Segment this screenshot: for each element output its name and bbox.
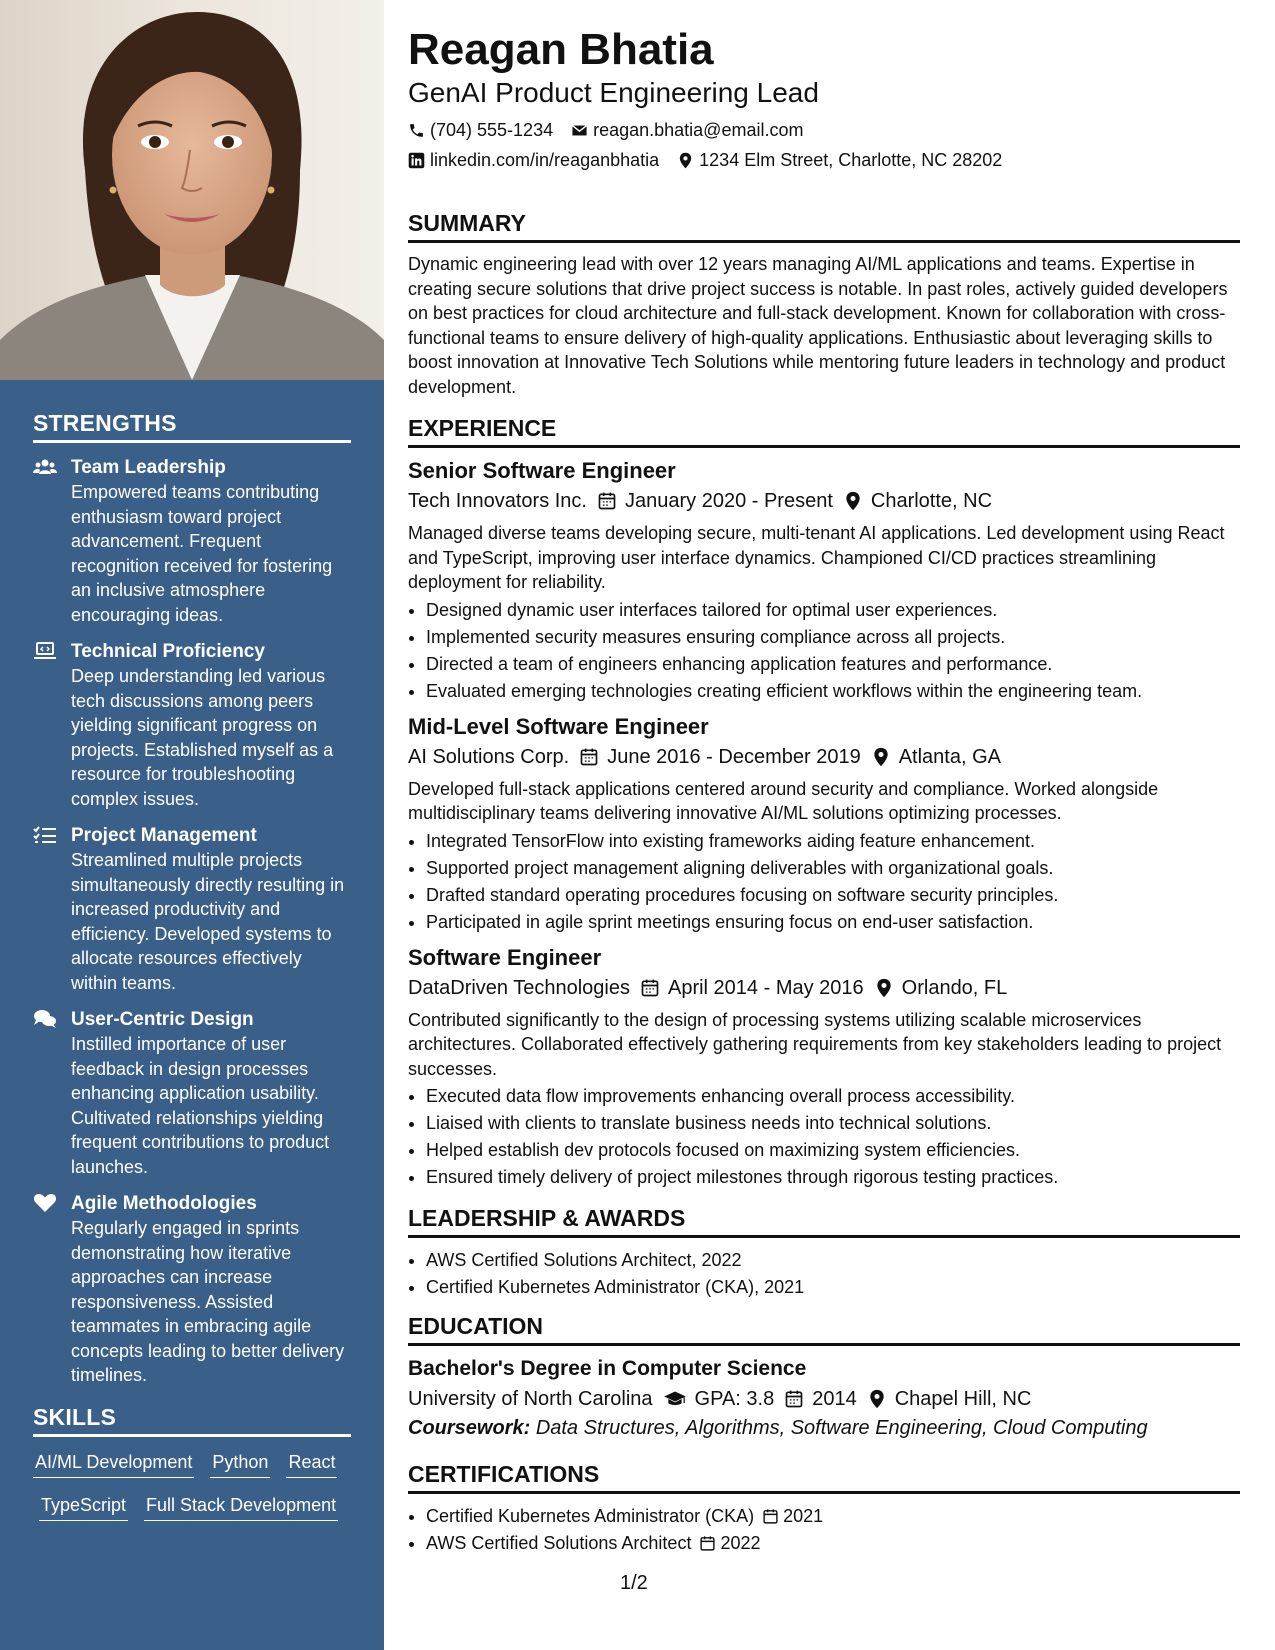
envelope-icon: [571, 122, 588, 139]
cert-name: • AWS Certified Solutions Architect: [426, 1533, 692, 1553]
candidate-role: GenAI Product Engineering Lead: [408, 77, 819, 108]
sidebar-content: [33, 410, 351, 1521]
school-name: University of North Carolina: [408, 1388, 653, 1410]
page-number: 1/2: [620, 1572, 648, 1594]
coursework: [408, 1413, 1240, 1443]
job-meta: [408, 974, 1240, 1002]
job-title: Senior Software Engineer: [408, 458, 676, 483]
bullet-item: • Executed data flow improvements enhancing overall process accessibility.: [426, 1083, 1240, 1110]
cert-name: • Certified Kubernetes Administrator (CKA): [426, 1506, 755, 1526]
strength-item: [33, 823, 351, 995]
awards-list: [408, 1247, 1240, 1301]
skill-tag: AI/ML Development: [33, 1449, 194, 1478]
cert-item: [426, 1503, 1240, 1530]
map-pin-icon: [874, 978, 894, 998]
skill-tag: Python: [210, 1449, 270, 1478]
strength-desc: Regularly engaged in sprints demonstrating how iterative approaches can increase responsiveness. Assisted teammates in embracing agile concepts leading to better delivery timelines.: [71, 1218, 345, 1385]
cert-year: 2022: [720, 1533, 761, 1553]
calendar-icon: [762, 1508, 779, 1525]
award-item: • AWS Certified Solutions Architect, 2022: [426, 1247, 1240, 1274]
strength-title: Technical Proficiency: [71, 641, 265, 662]
company-name: DataDriven Technologies: [408, 976, 630, 999]
strength-desc: Deep understanding led various tech discussions among peers yielding significant progress on projects. Established myself as a resource for troubleshooting complex issues.: [71, 666, 334, 809]
bullet-item: • Supported project management aligning deliverables with organizational goals.: [426, 855, 1240, 882]
certifications-list: [408, 1503, 1240, 1557]
strength-desc: Streamlined multiple projects simultaneously directly resulting in increased productivity and efficiency. Developed systems to allocate resources effectively within teams.: [71, 850, 345, 993]
bullet-item: • Ensured timely delivery of project milestones through rigorous testing practices.: [426, 1164, 1240, 1191]
job-dates: [640, 974, 864, 1002]
strength-title: User-Centric Design: [71, 1009, 254, 1030]
linkedin-contact[interactable]: [408, 148, 659, 172]
job-bullets: [408, 1083, 1240, 1191]
location-text: Charlotte, NC: [870, 490, 993, 512]
cert-item: [426, 1530, 1240, 1557]
job-dates: [597, 487, 833, 515]
contact-row: [408, 148, 1240, 172]
company-name: Tech Innovators Inc.: [408, 490, 587, 512]
calendar-icon: [597, 491, 617, 511]
candidate-name: Reagan Bhatia: [408, 25, 714, 74]
strength-title: Team Leadership: [71, 457, 226, 478]
job-desc: Managed diverse teams developing secure, multi-tenant AI applications. Led development using React and TypeScript, improving user interface dynamics. Championed CI/CD practices streamlining deployment for reliability.: [408, 523, 1225, 592]
summary-text: Dynamic engineering lead with over 12 years managing AI/ML applications and teams. Expertise in creating secure solutions that drive project success is notable. In past roles, actively guided developers on best practices for cloud architecture and full-stack development. Known for collaboration with cross-functional teams to ensure delivery of high-quality applications. Enthusiastic about leveraging skills to boost innovation at Innovative Tech Solutions while mentoring future leaders in technology and product development.: [408, 254, 1228, 397]
year-text: 2014: [812, 1388, 857, 1410]
bullet-item: • Designed dynamic user interfaces tailored for optimal user experiences.: [426, 597, 1240, 624]
coursework-label: Coursework:: [408, 1417, 531, 1439]
degree-title: Bachelor's Degree in Computer Science: [408, 1357, 807, 1380]
skill-tag: TypeScript: [39, 1492, 128, 1521]
email-contact[interactable]: [571, 118, 803, 142]
strength-item: [33, 455, 351, 627]
location-text: Orlando, FL: [901, 976, 1008, 999]
summary-heading: SUMMARY: [408, 210, 1240, 243]
gpa: [663, 1385, 775, 1413]
job-bullets: [408, 597, 1240, 705]
strengths-heading: STRENGTHS: [33, 410, 351, 443]
phone-text: (704) 555-1234: [430, 120, 554, 140]
calendar-icon: [784, 1389, 804, 1409]
calendar-icon: [699, 1535, 716, 1552]
map-pin-icon: [871, 747, 891, 767]
calendar-icon: [579, 747, 599, 767]
skill-tag: Full Stack Development: [144, 1492, 338, 1521]
dates-text: June 2016 - December 2019: [607, 745, 861, 768]
strength-title: Project Management: [71, 825, 257, 846]
map-pin-icon: [677, 152, 694, 169]
phone-icon: [408, 122, 425, 139]
job-meta: [408, 743, 1240, 771]
job-title: Software Engineer: [408, 944, 602, 970]
award-item: • Certified Kubernetes Administrator (CKA), 2021: [426, 1274, 1240, 1301]
strength-item: [33, 1191, 351, 1388]
strength-desc: Empowered teams contributing enthusiasm toward project advancement. Frequent recognition received for fostering an inclusive atmosphere encouraging ideas.: [71, 482, 333, 625]
bullet-item: • Evaluated emerging technologies creating efficient workflows within the engineering team.: [426, 678, 1240, 705]
strength-item: [33, 639, 351, 811]
bullet-item: • Drafted standard operating procedures focusing on software security principles.: [426, 882, 1240, 909]
map-pin-icon: [867, 1389, 887, 1409]
bullet-item: • Liaised with clients to translate business needs into technical solutions.: [426, 1110, 1240, 1137]
bullet-item: • Participated in agile sprint meetings ensuring focus on end-user satisfaction.: [426, 909, 1240, 936]
linkedin-icon: [408, 152, 425, 169]
dates-text: January 2020 - Present: [624, 490, 833, 512]
strength-item: [33, 1007, 351, 1179]
comments-icon: [33, 1009, 57, 1031]
education-location: [867, 1385, 1032, 1413]
graduation-year: [784, 1385, 857, 1413]
contact-row: [408, 118, 1240, 142]
calendar-icon: [640, 978, 660, 998]
email-text: reagan.bhatia@email.com: [593, 120, 804, 140]
education-heading: EDUCATION: [408, 1313, 1240, 1346]
job-bullets: [408, 828, 1240, 936]
location-text: Atlanta, GA: [898, 745, 1001, 768]
company-name: AI Solutions Corp.: [408, 745, 570, 768]
cert-year: 2021: [783, 1506, 824, 1526]
address-contact: [677, 148, 1002, 172]
sidebar: [0, 0, 384, 1650]
users-icon: [33, 457, 57, 479]
bullet-item: • Implemented security measures ensuring compliance across all projects.: [426, 624, 1240, 651]
skill-tag: React: [286, 1449, 337, 1478]
job-entry: [408, 944, 1240, 1192]
strength-desc: Instilled importance of user feedback in design processes enhancing application usability. Cultivated relationships yielding frequent contributions to product launches.: [71, 1034, 330, 1177]
skills-list: [33, 1449, 351, 1521]
certifications-heading: CERTIFICATIONS: [408, 1461, 1240, 1494]
strength-title: Agile Methodologies: [71, 1193, 257, 1214]
job-meta: [408, 487, 1240, 515]
heart-icon: [33, 1193, 57, 1215]
phone-contact[interactable]: [408, 118, 553, 142]
awards-heading: LEADERSHIP & AWARDS: [408, 1205, 1240, 1238]
bullet-item: • Directed a team of engineers enhancing application features and performance.: [426, 651, 1240, 678]
main-content: [408, 24, 1240, 1565]
job-location: [874, 974, 1008, 1002]
experience-heading: EXPERIENCE: [408, 415, 1240, 448]
job-desc: Contributed significantly to the design of processing systems utilizing scalable microservices architectures. Collaborated effectively gathering requirements from key stakeholders leading to project successes.: [408, 1009, 1222, 1079]
job-dates: [579, 743, 861, 771]
job-location: [843, 487, 992, 515]
job-entry: [408, 457, 1240, 705]
coursework-text: Data Structures, Algorithms, Software Engineering, Cloud Computing: [535, 1417, 1148, 1439]
skills-heading: SKILLS: [33, 1404, 351, 1437]
job-desc: Developed full-stack applications centered around security and compliance. Worked alongside multidisciplinary teams delivering innovative AI/ML solutions optimizing processes.: [408, 778, 1159, 823]
education-meta: [408, 1385, 1240, 1413]
map-pin-icon: [843, 491, 863, 511]
dates-text: April 2014 - May 2016: [667, 976, 864, 999]
address-text: 1234 Elm Street, Charlotte, NC 28202: [699, 150, 1003, 170]
bullet-item: • Helped establish dev protocols focused on maximizing system efficiencies.: [426, 1137, 1240, 1164]
linkedin-text: linkedin.com/in/reaganbhatia: [430, 150, 660, 170]
job-title: Mid-Level Software Engineer: [408, 713, 709, 739]
laptop-code-icon: [33, 641, 57, 663]
list-check-icon: [33, 825, 57, 847]
profile-photo: [0, 0, 384, 380]
bullet-item: • Integrated TensorFlow into existing frameworks aiding feature enhancement.: [426, 828, 1240, 855]
location-text: Chapel Hill, NC: [894, 1388, 1032, 1410]
graduation-cap-icon: [663, 1389, 687, 1409]
gpa-text: GPA: 3.8: [694, 1388, 775, 1410]
job-location: [871, 743, 1001, 771]
job-entry: [408, 713, 1240, 936]
